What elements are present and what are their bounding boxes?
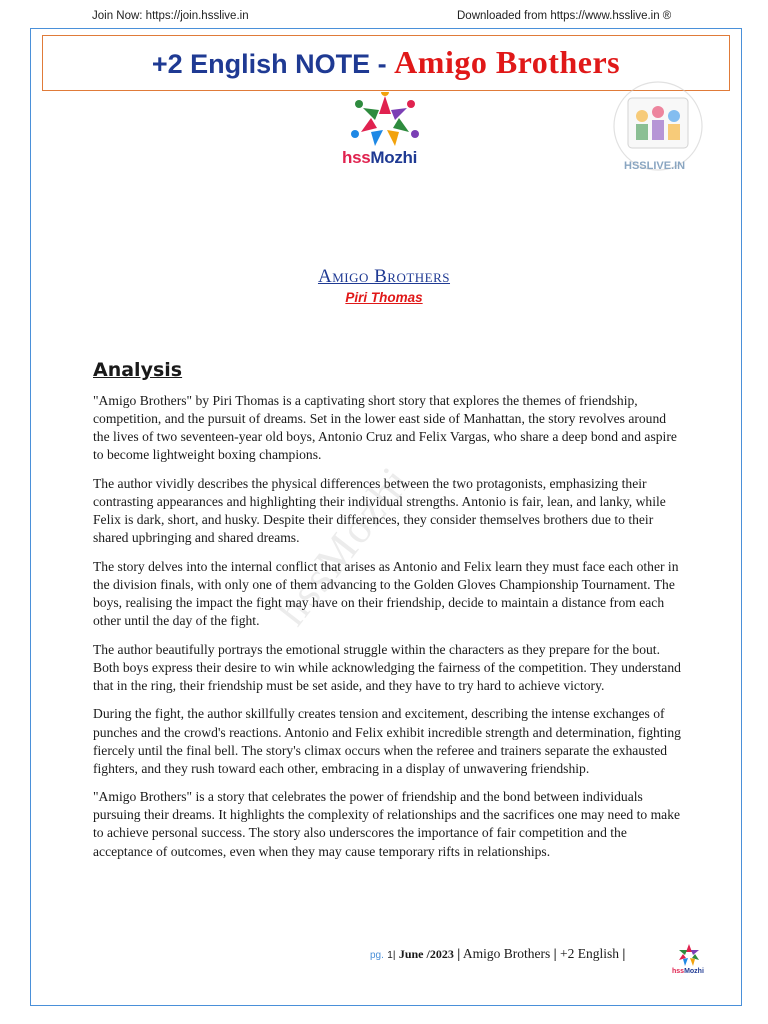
hsslive-logo-text: HSSLIVE.IN xyxy=(624,160,686,172)
footer-story: Amigo Brothers xyxy=(462,946,551,961)
downloaded-from-text[interactable]: Downloaded from https://www.hsslive.in ® xyxy=(457,10,672,22)
story-author: Piri Thomas xyxy=(345,290,423,305)
paragraph: The author beautifully portrays the emotional struggle within the characters as they prepare for the bout. Both boys express their desire to win while acknowledging the fairness of the competition. They understand that in the ring, their friendship must be set aside, and they have to try hard to achieve victory. xyxy=(93,641,681,693)
footer-date: June /2023 xyxy=(398,947,454,961)
footer-logo-wordmark: hssMozhi xyxy=(672,968,704,975)
title-prefix: +2 English NOTE - xyxy=(151,49,395,79)
hssmozhi-logo xyxy=(330,92,440,184)
paragraph: The author vividly describes the physical differences between the two protagonists, emphasizing their contrasting appearances and highlighting their individual strengths. Antonio is fair, lean, and lanky, while Felix is dark, short, and husky. Despite their differences, they consider themselves brothers due to their shared upbringing and shared dreams. xyxy=(93,475,666,546)
join-link-text[interactable]: Join Now: https://join.hsslive.in xyxy=(92,10,249,22)
paragraph: During the fight, the author skillfully creates tension and excitement, describing the intense exchanges of punches and the crowd's reactions. Antonio and Felix exhibit incredible strength and determination, fighting fiercely until the final bell. The story's climax occurs when the referee and trainers separate the exhausted fighters, and they rush toward each other, embracing in a display of unwavering friendship. xyxy=(93,706,681,776)
paragraph: The story delves into the internal conflict that arises as Antonio and Felix learn they must face each other in the division finals, with only one of them advancing to the Golden Gloves Championship Tournament. The boys, realising the impact the fight may have on their friendship, decide to maintain a distance from each other until the day of the fight. xyxy=(93,558,679,629)
download-header xyxy=(0,10,768,26)
footer-separator: | xyxy=(622,946,626,961)
title-main: Amigo Brothers xyxy=(394,44,621,80)
footer-course: +2 English xyxy=(559,946,619,961)
footer-separator: | xyxy=(553,946,557,961)
footer-logo-stars-icon xyxy=(670,942,708,968)
analysis-body xyxy=(93,392,683,871)
page-label: pg. xyxy=(370,950,384,961)
watermark: hssMozhi xyxy=(266,456,421,635)
footer-hssmozhi-logo xyxy=(670,942,708,980)
analysis-heading: Analysis xyxy=(93,359,183,381)
page-number: 1| xyxy=(387,950,396,961)
hsslive-logo xyxy=(604,76,712,184)
story-title: Amigo Brothers xyxy=(317,266,451,287)
logo-stars-icon xyxy=(330,92,440,152)
logo-wordmark: hssMozhi xyxy=(342,148,418,167)
footer-separator: | xyxy=(457,946,461,961)
paragraph: "Amigo Brothers" is a story that celebrates the power of friendship and the bond between individuals pursuing their dreams. It highlights the complexity of relationships and the sacrifices one may need to make to achieve personal success. The story also underscores the importance of fair competition and the acceptance of outcomes, even when they may cause temporary rifts in relationships. xyxy=(93,789,681,859)
paragraph: "Amigo Brothers" by Piri Thomas is a captivating short story that explores the themes of friendship, competition, and the pursuit of dreams. Set in the lower east side of Manhattan, the story revolves around the lives of two seventeen-year old boys, Antonio Cruz and Felix Vargas, who share a deep bond and aspire to become lightweight boxing champions. xyxy=(93,393,677,463)
page-footer xyxy=(370,946,625,962)
